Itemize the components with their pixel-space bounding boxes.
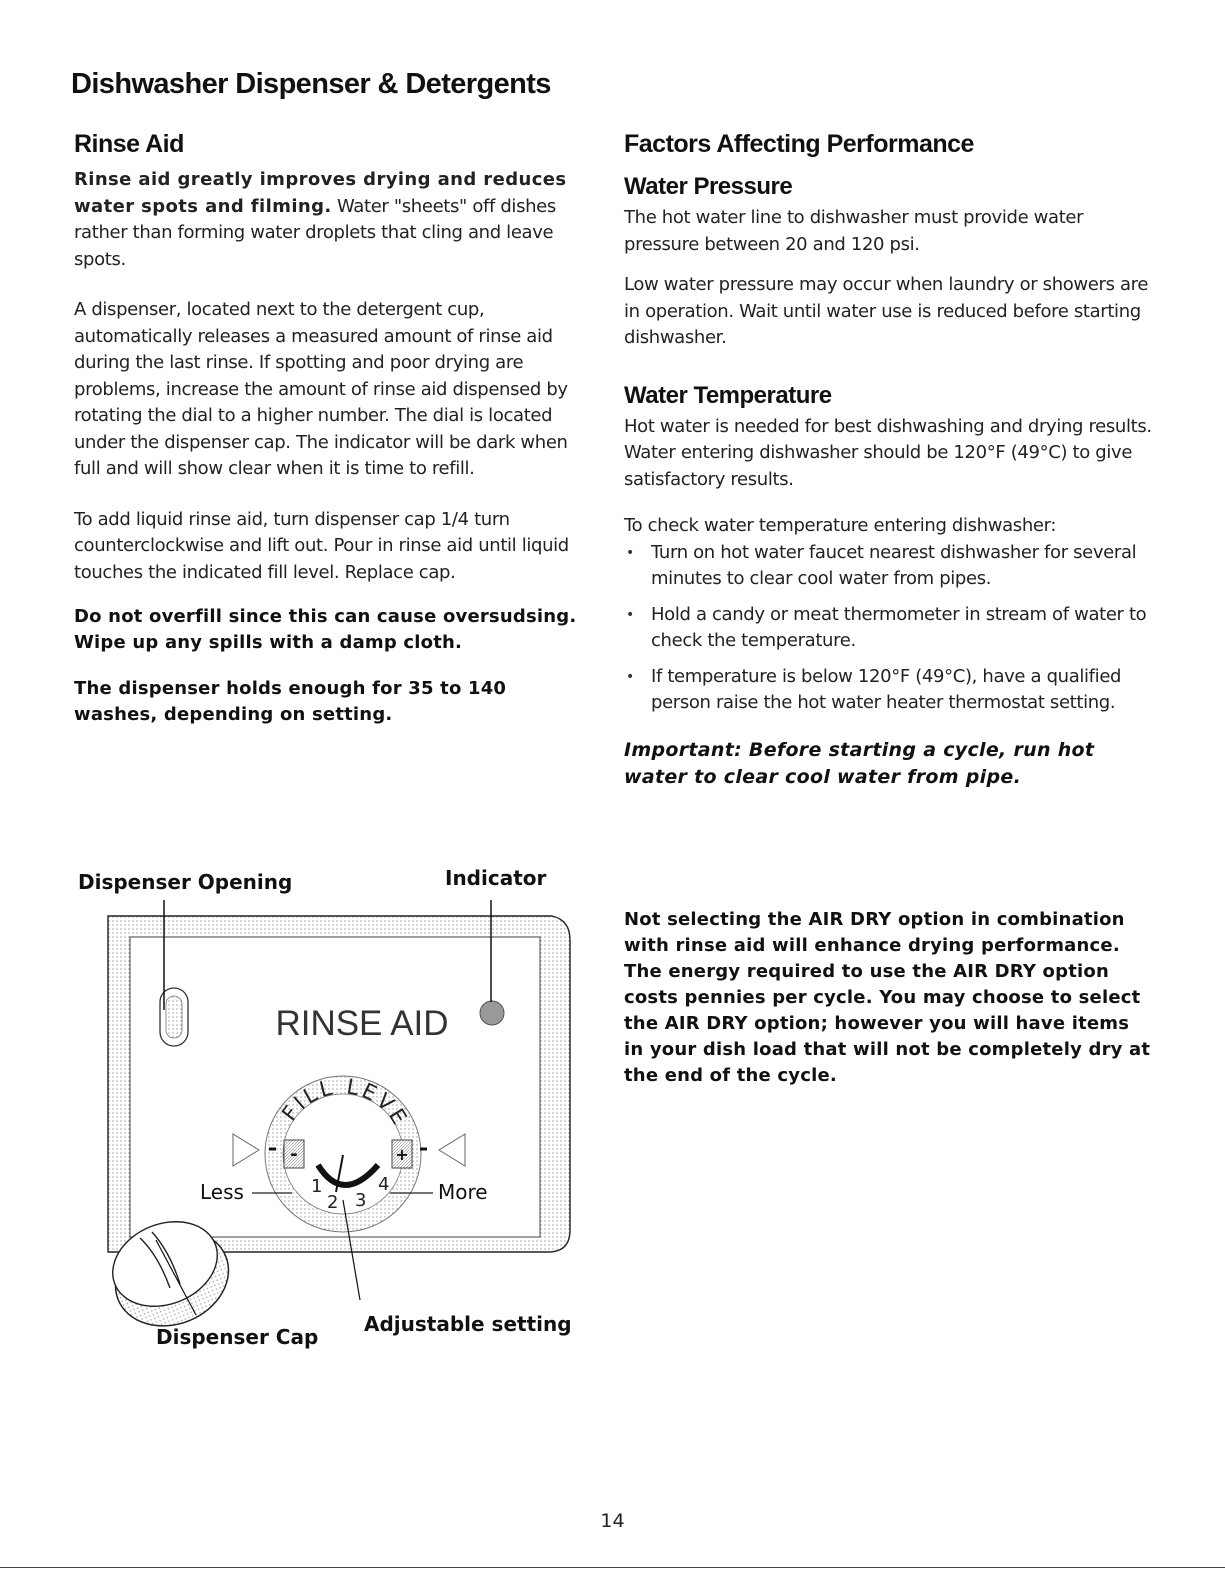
- water-pressure-paragraph-1: The hot water line to dishwasher must provide water pressure between 20 and 120 psi.: [624, 207, 1084, 255]
- air-dry-note: Not selecting the AIR DRY option in combination with rinse aid will enhance drying performance. The energy required to use the AIR DRY option costs pennies per cycle. You may choose to select the AIR DRY option; however you will have items in your dish load that will not be completely dry at the end of the cycle.: [624, 909, 1151, 1086]
- rinse-aid-intro-bold: Rinse aid greatly improves drying and reduces water spots and filming.: [74, 169, 567, 217]
- rinse-aid-intro: [74, 167, 594, 273]
- dial-fill-level-text: FILL LEVE: [277, 1074, 413, 1131]
- temperature-check-steps: [624, 540, 1154, 717]
- dial-number-4: 4: [378, 1174, 390, 1195]
- dispenser-opening-inner: [166, 996, 182, 1038]
- plus-sign: +: [395, 1145, 409, 1164]
- dial-number-1: 1: [311, 1176, 323, 1197]
- rinse-aid-intro-rest: Water "sheets" off dishes rather than forming water droplets that cling and leave spots.: [74, 195, 556, 270]
- label-dispenser-cap: Dispenser Cap: [156, 1325, 319, 1349]
- factors-heading: Factors Affecting Performance: [624, 130, 974, 158]
- list-item: • Turn on hot water faucet nearest dishwasher for several minutes to clear cool water from pipes.: [624, 540, 1154, 593]
- minus-sign: -: [290, 1144, 298, 1165]
- rinse-aid-paragraph-2: A dispenser, located next to the detergent cup, automatically releases a measured amount of rinse aid during the last rinse. If spotting and poor drying are problems, increase the amount of rinse aid dispensed by rotating the dial to a higher number. The dial is located under the dispenser cap. The indicator will be dark when full and will show clear when it is time to refill.: [74, 299, 568, 479]
- list-item: • If temperature is below 120°F (49°C), have a qualified person raise the hot water heater thermostat setting.: [624, 664, 1154, 717]
- label-dispenser-opening: Dispenser Opening: [78, 870, 293, 894]
- rinse-aid-capacity: The dispenser holds enough for 35 to 140 washes, depending on setting.: [74, 678, 507, 725]
- rinse-aid-warning: Do not overfill since this can cause oversudsing. Wipe up any spills with a damp cloth.: [74, 606, 577, 653]
- rinse-aid-diagram: [60, 860, 620, 1360]
- label-more: More: [438, 1180, 488, 1204]
- water-temperature-paragraph-1: Hot water is needed for best dishwashing and drying results. Water entering dishwasher should be 120°F (49°C) to give satisfactory results.: [624, 415, 1152, 490]
- important-note: Important: Before starting a cycle, run hot water to clear cool water from pipe.: [624, 738, 1095, 788]
- bottom-rule: [0, 1567, 1225, 1568]
- dial-number-2: 2: [327, 1192, 339, 1213]
- dial-number-3: 3: [355, 1190, 367, 1211]
- list-item: • Hold a candy or meat thermometer in stream of water to check the temperature.: [624, 602, 1154, 655]
- water-pressure-paragraph-2: Low water pressure may occur when laundry or showers are in operation. Wait until water use is reduced before starting dishwasher.: [624, 274, 1149, 348]
- label-adjustable-setting: Adjustable setting: [364, 1312, 572, 1336]
- label-indicator: Indicator: [445, 866, 547, 890]
- water-temperature-check-intro: To check water temperature entering dishwasher:: [624, 515, 1057, 536]
- indicator-dot: [480, 1001, 504, 1025]
- rinse-aid-diagram-drawing: [60, 860, 620, 1360]
- water-temperature-heading: Water Temperature: [624, 381, 832, 409]
- water-pressure-heading: Water Pressure: [624, 173, 793, 200]
- rinse-aid-heading: Rinse Aid: [74, 130, 184, 158]
- rinse-aid-paragraph-3: To add liquid rinse aid, turn dispenser cap 1/4 turn counterclockwise and lift out. Pour in rinse aid until liquid touches the indicated fill level. Replace cap.: [74, 508, 569, 583]
- page-title: Dishwasher Dispenser & Detergents: [71, 68, 551, 100]
- rinse-aid-section: [74, 130, 594, 728]
- panel-text: RINSE AID: [275, 1004, 449, 1043]
- factors-section: [624, 130, 1154, 791]
- page-number: 14: [600, 1510, 625, 1532]
- label-less: Less: [200, 1180, 244, 1204]
